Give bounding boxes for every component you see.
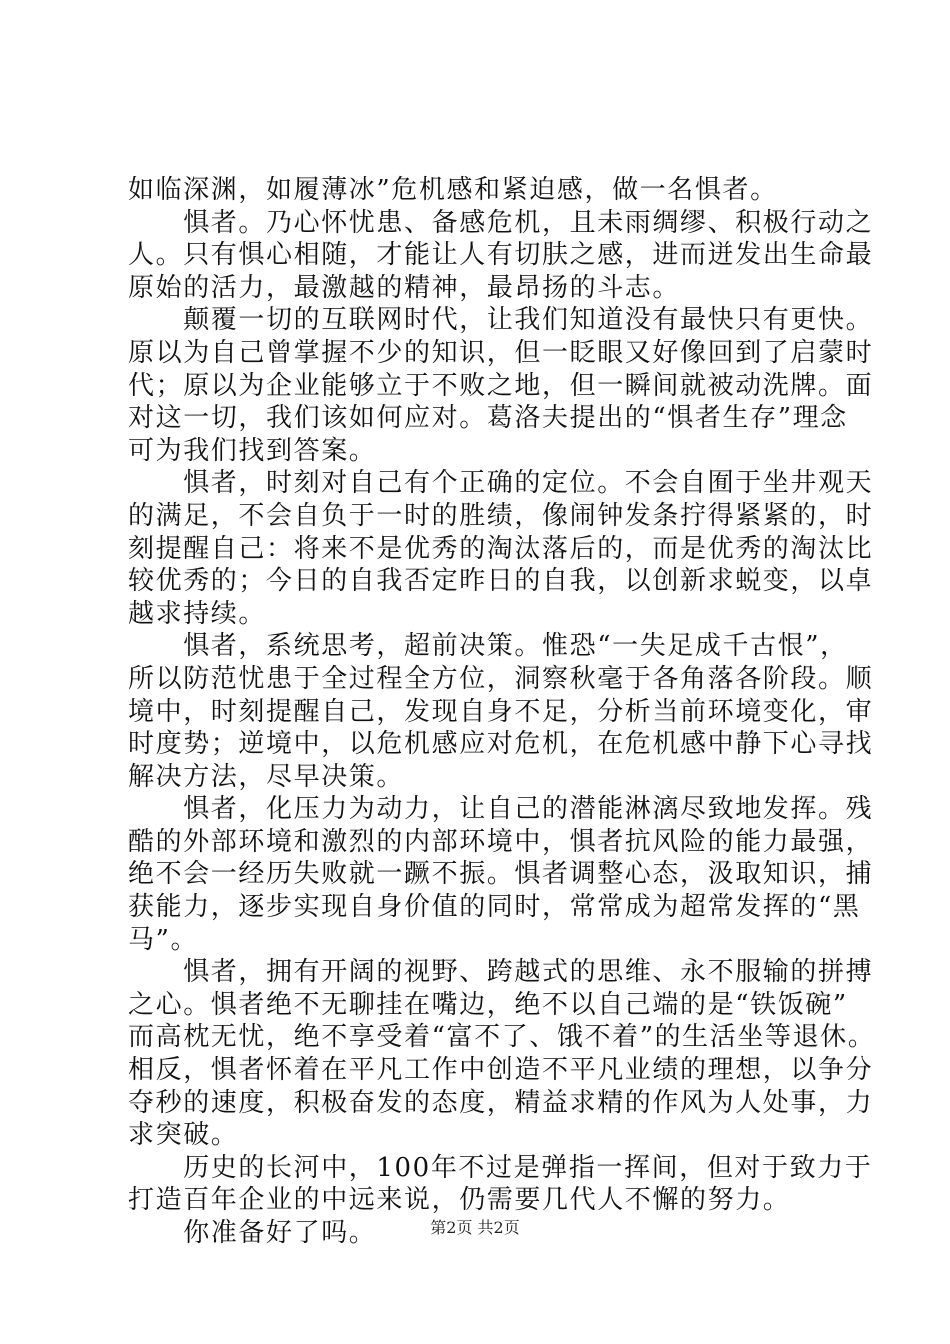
text-line: 刻提醒自己：将来不是优秀的淘汰落后的，而是优秀的淘汰比: [128, 533, 874, 564]
text-line: 惧者，化压力为动力，让自己的潜能淋漓尽致地发挥。残: [128, 794, 874, 825]
text-line: 惧者，拥有开阔的视野、跨越式的思维、永不服输的拼搏: [128, 957, 874, 988]
body-text: [128, 174, 876, 1250]
page-footer: [0, 1218, 950, 1238]
text-line: 之心。惧者绝不无聊挂在嘴边，绝不以自己端的是“铁饭碗”: [128, 989, 848, 1020]
text-line: 绝不会一经历失败就一蹶不振。惧者调整心态，汲取知识，捕: [128, 859, 874, 890]
text-line: 越求持续。: [128, 598, 267, 629]
text-line: 解决方法，尽早决策。: [128, 761, 405, 792]
text-line: 可为我们找到答案。: [128, 435, 377, 466]
text-line: 时度势；逆境中，以危机感应对危机，在危机感中静下心寻找: [128, 729, 874, 760]
text-line: 如临深渊，如履薄冰”危机感和紧迫感，做一名惧者。: [128, 175, 778, 205]
text-line: 原始的活力，最激越的精神，最昂扬的斗志。: [128, 272, 681, 303]
text-line: 打造百年企业的中远来说，仍需要几代人不懈的努力。: [128, 1185, 791, 1216]
text-line: 历史的长河中，100年不过是弹指一挥间，但对于致力于: [128, 1152, 873, 1183]
text-line: 原以为自己曾掌握不少的知识，但一眨眼又好像回到了启蒙时: [128, 337, 874, 368]
text-line: 而高枕无忧，绝不享受着“富不了、饿不着”的生活坐等退休。: [128, 1022, 876, 1053]
text-line: 人。只有惧心相随，才能让人有切肤之感，进而迸发出生命最: [128, 240, 874, 271]
text-line: 所以防范忧患于全过程全方位，洞察秋毫于各角落各阶段。顺: [128, 663, 874, 694]
text-line: 求突破。: [128, 1120, 239, 1151]
text-line: 马”。: [128, 924, 199, 955]
text-line: 惧者，系统思考，超前决策。惟恐“一失足成千古恨”，: [128, 631, 848, 662]
page-number: 第2页 共2页: [430, 1218, 520, 1237]
text-line: 惧者，时刻对自己有个正确的定位。不会自囿于坐井观天: [128, 468, 874, 499]
text-line: 酷的外部环境和激烈的内部环境中，惧者抗风险的能力最强，: [128, 826, 874, 857]
text-line: 惧者。乃心怀忧患、备感危机，且未雨绸缪、积极行动之: [128, 207, 874, 238]
text-line: 较优秀的；今日的自我否定昨日的自我，以创新求蜕变，以卓: [128, 566, 874, 597]
text-line: 对这一切，我们该如何应对。葛洛夫提出的“惧者生存”理念: [128, 403, 848, 434]
text-line: 夺秒的速度，积极奋发的态度，精益求精的作风为人处事，力: [128, 1087, 874, 1118]
text-line: 的满足，不会自负于一时的胜绩，像闹钟发条拧得紧紧的，时: [128, 500, 874, 531]
text-line: 你准备好了吗。: [128, 1218, 377, 1248]
text-line: 境中，时刻提醒自己，发现自身不足，分析当前环境变化，审: [128, 696, 874, 727]
text-line: 颠覆一切的互联网时代，让我们知道没有最快只有更快。: [128, 305, 874, 336]
text-line: 获能力，逐步实现自身价值的同时，常常成为超常发挥的“黑: [128, 892, 861, 923]
text-line: 相反，惧者怀着在平凡工作中创造不平凡业绩的理想，以争分: [128, 1055, 874, 1086]
text-line: 代；原以为企业能够立于不败之地，但一瞬间就被动洗牌。面: [128, 370, 874, 401]
